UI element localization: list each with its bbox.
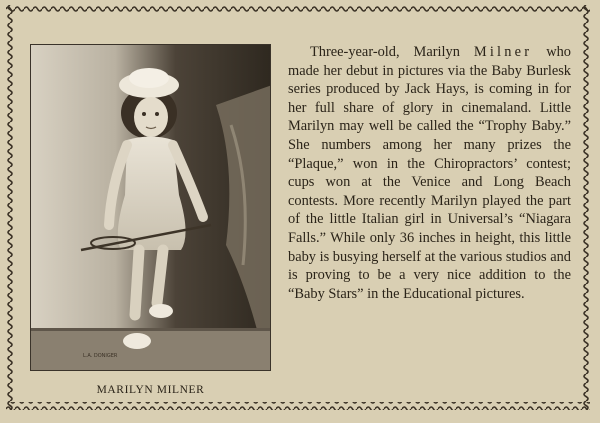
article-lead: Three-year-old, Marilyn: [310, 44, 460, 60]
portrait-photo: [30, 44, 271, 371]
article-spaced-name: Milner: [473, 44, 533, 60]
photo-caption: MARILYN MILNER: [96, 384, 205, 396]
article-body: who made her debut in pictures via the Baby Burlesk series produced by Jack Hays, is coming in for her full share of glory in cinemaland. Little Marilyn may well be called the “Trophy Baby.” She numbers among her many prizes the “Plaque,” won in the Chiropractors’ contest; cups won at the Venice and Long Beach contests. More recently Marilyn played the part of the little Italian girl in Universal’s “Niagara Falls.” While only 36 inches in height, this little baby is busying herself at the various studios and is proving to be a very nice addition to the “Baby Stars” in the Educational pictures.: [288, 44, 571, 302]
article-text: [288, 43, 571, 303]
photo-corner-mark: L.A. DONIGER: [83, 353, 118, 359]
